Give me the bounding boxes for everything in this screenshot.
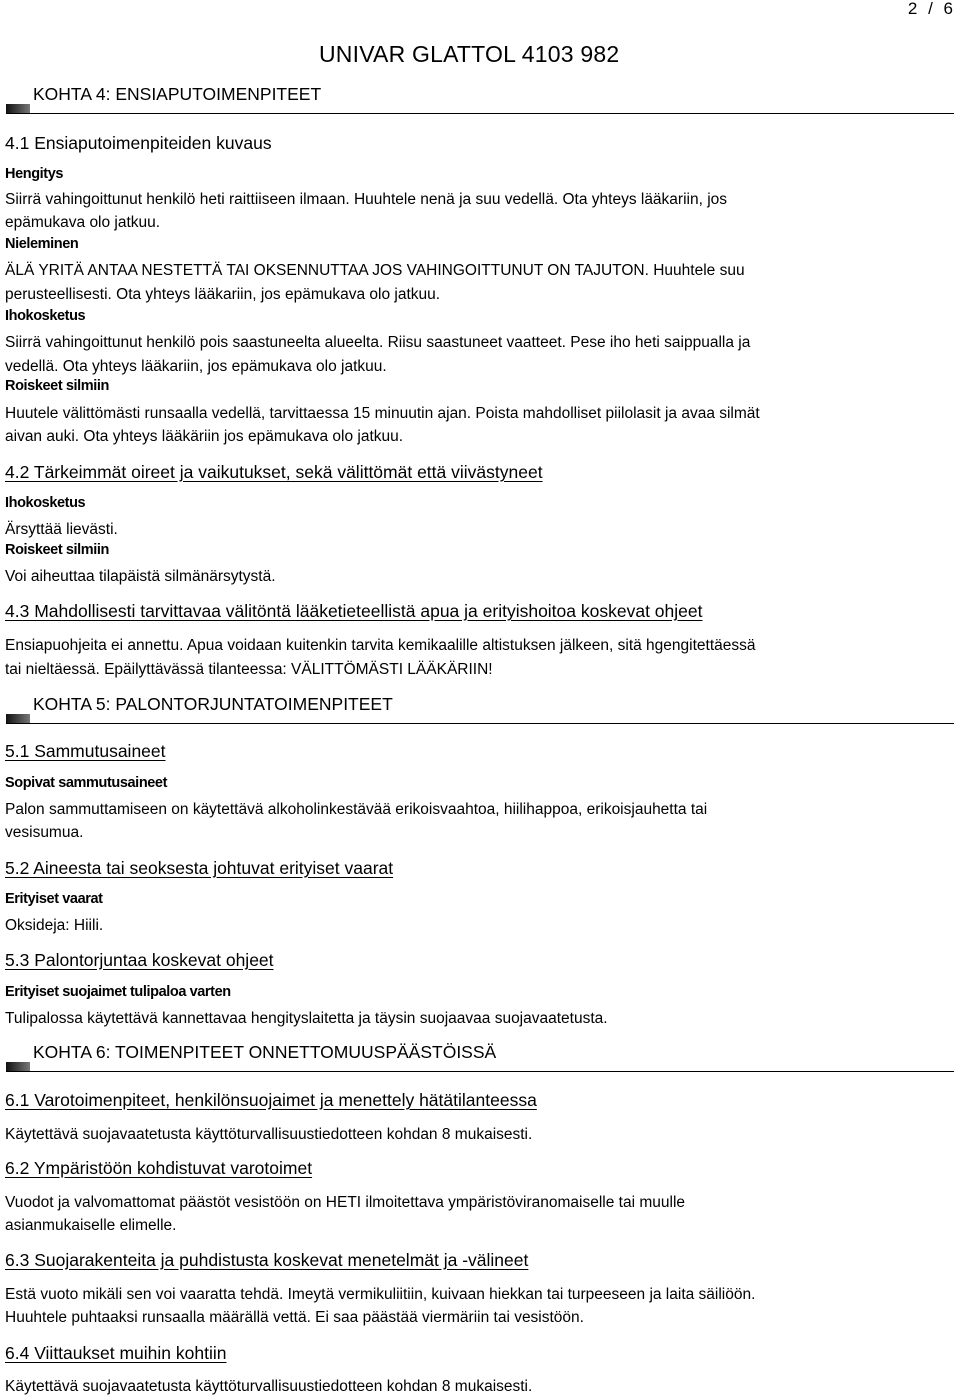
text-6-2-1: Vuodot ja valvomattomat päästöt vesistöön on HETI ilmoitettava ympäristöviranomaiselle tai muulle [5, 1194, 686, 1211]
text-4-3-2: tai nieltäessä. Epäilyttävässä tilanteessa: VÄLITTÖMÄSTI LÄÄKÄRIIN! [5, 661, 493, 678]
text-6-4: Käytettävä suojavaatetusta käyttöturvallisuustiedotteen kohdan 8 mukaisesti. [5, 1378, 533, 1395]
label-ihokosketus: Ihokosketus [5, 308, 86, 324]
text-6-3-2: Huuhtele puhtaaksi runsaalla määrällä vettä. Ei saa päästää viermäriin tai vesistöön. [5, 1309, 584, 1326]
text-ihokosketus-1: Siirrä vahingoittunut henkilö pois saastuneelta alueelta. Riisu saastuneet vaatteet. Pese iho heti saippualla ja [5, 334, 751, 351]
subsection-heading-4-1: 4.1 Ensiaputoimenpiteiden kuvaus [5, 133, 272, 153]
text-ihokosketus-4-2: Ärsyttää lievästi. [5, 521, 118, 538]
subsection-heading-6-2: 6.2 Ympäristöön kohdistuvat varotoimet [5, 1158, 313, 1178]
text-5-2: Oksideja: Hiili. [5, 917, 104, 934]
text-4-3-1: Ensiapuohjeita ei annettu. Apua voidaan kuitenkin tarvita kemikaalille altistuksen jälkeen, sitä hgengitettäessä [5, 637, 756, 654]
section-bar [6, 104, 30, 113]
label-silmat-4-2: Roiskeet silmiin [5, 542, 109, 558]
subsection-heading-6-3: 6.3 Suojarakenteita ja puhdistusta koskevat menetelmät ja -välineet [5, 1250, 529, 1270]
text-5-3: Tulipalossa käytettävä kannettavaa hengityslaitetta ja täysin suojaavaa suojavaatetusta. [5, 1010, 608, 1027]
text-6-2-2: asianmukaiselle elimelle. [5, 1217, 177, 1234]
page-number: 2 / 6 [907, 0, 956, 18]
text-silmat-4-2: Voi aiheuttaa tilapäistä silmänärsytystä. [5, 568, 276, 585]
label-roiskeet-silmiin: Roiskeet silmiin [5, 378, 109, 394]
section-header-kohta-6 [6, 1038, 954, 1072]
label-ihokosketus-4-2: Ihokosketus [5, 495, 86, 511]
section-bar [6, 1062, 30, 1071]
subsection-heading-4-3: 4.3 Mahdollisesti tarvittavaa välitöntä lääketieteellistä apua ja erityishoitoa koskevat ohjeet [5, 601, 703, 621]
text-5-1-1: Palon sammuttamiseen on käytettävä alkoholinkestävää erikoisvaahtoa, hiilihappoa, erikoisjauhetta tai [5, 801, 708, 818]
label-erityiset-vaarat: Erityiset vaarat [5, 891, 103, 907]
text-silmat-2: aivan auki. Ota yhteys lääkäriin jos epämukava olo jatkuu. [5, 428, 404, 445]
text-6-3-1: Estä vuoto mikäli sen voi vaaratta tehdä. Imeytä vermikuliitiin, kuivaan hiekkan tai turpeeseen ja laita säiliöön. [5, 1286, 756, 1303]
section-bar [6, 714, 30, 723]
subsection-heading-4-2: 4.2 Tärkeimmät oireet ja vaikutukset, sekä välittömät että viivästyneet [5, 462, 543, 482]
text-nieleminen-2: perusteellisesti. Ota yhteys lääkariin, jos epämukava olo jatkuu. [5, 286, 441, 303]
section-header-kohta-5 [6, 690, 954, 724]
label-sopivat-sammutusaineet: Sopivat sammutusaineet [5, 775, 168, 791]
text-hengitys-2: epämukava olo jatkuu. [5, 214, 161, 231]
text-5-1-2: vesisumua. [5, 824, 84, 841]
section-title: KOHTA 6: TOIMENPITEET ONNETTOMUUSPÄÄSTÖISSÄ [33, 1042, 497, 1062]
text-silmat-1: Huutele välittömästi runsaalla vedellä, tarvittaessa 15 minuutin ajan. Poista mahdolliset piilolasit ja avaa silmät [5, 405, 760, 422]
text-ihokosketus-2: vedellä. Ota yhteys lääkariin, jos epämukava olo jatkuu. [5, 358, 387, 375]
product-title: UNIVAR GLATTOL 4103 982 [319, 41, 620, 67]
subsection-heading-6-4: 6.4 Viittaukset muihin kohtiin [5, 1343, 227, 1363]
section-title: KOHTA 5: PALONTORJUNTATOIMENPITEET [33, 694, 393, 714]
subsection-heading-5-3: 5.3 Palontorjuntaa koskevat ohjeet [5, 950, 274, 970]
section-header-kohta-4 [6, 80, 954, 114]
section-title: KOHTA 4: ENSIAPUTOIMENPITEET [33, 84, 322, 104]
label-nieleminen: Nieleminen [5, 236, 79, 252]
subsection-heading-5-2: 5.2 Aineesta tai seoksesta johtuvat erityiset vaarat [5, 858, 394, 878]
text-hengitys-1: Siirrä vahingoittunut henkilö heti raittiiseen ilmaan. Huuhtele nenä ja suu vedellä. Ota yhteys lääkariin, jos [5, 191, 728, 208]
text-nieleminen-1: ÄLÄ YRITÄ ANTAA NESTETTÄ TAI OKSENNUTTAA JOS VAHINGOITTUNUT ON TAJUTON. Huuhtele suu [5, 262, 745, 279]
subsection-heading-5-1: 5.1 Sammutusaineet [5, 741, 166, 761]
label-hengitys: Hengitys [5, 166, 64, 182]
subsection-heading-6-1: 6.1 Varotoimenpiteet, henkilönsuojaimet ja menettely hätätilanteessa [5, 1090, 537, 1110]
text-6-1: Käytettävä suojavaatetusta käyttöturvallisuustiedotteen kohdan 8 mukaisesti. [5, 1126, 533, 1143]
label-erityiset-suojaimet: Erityiset suojaimet tulipaloa varten [5, 984, 231, 1000]
